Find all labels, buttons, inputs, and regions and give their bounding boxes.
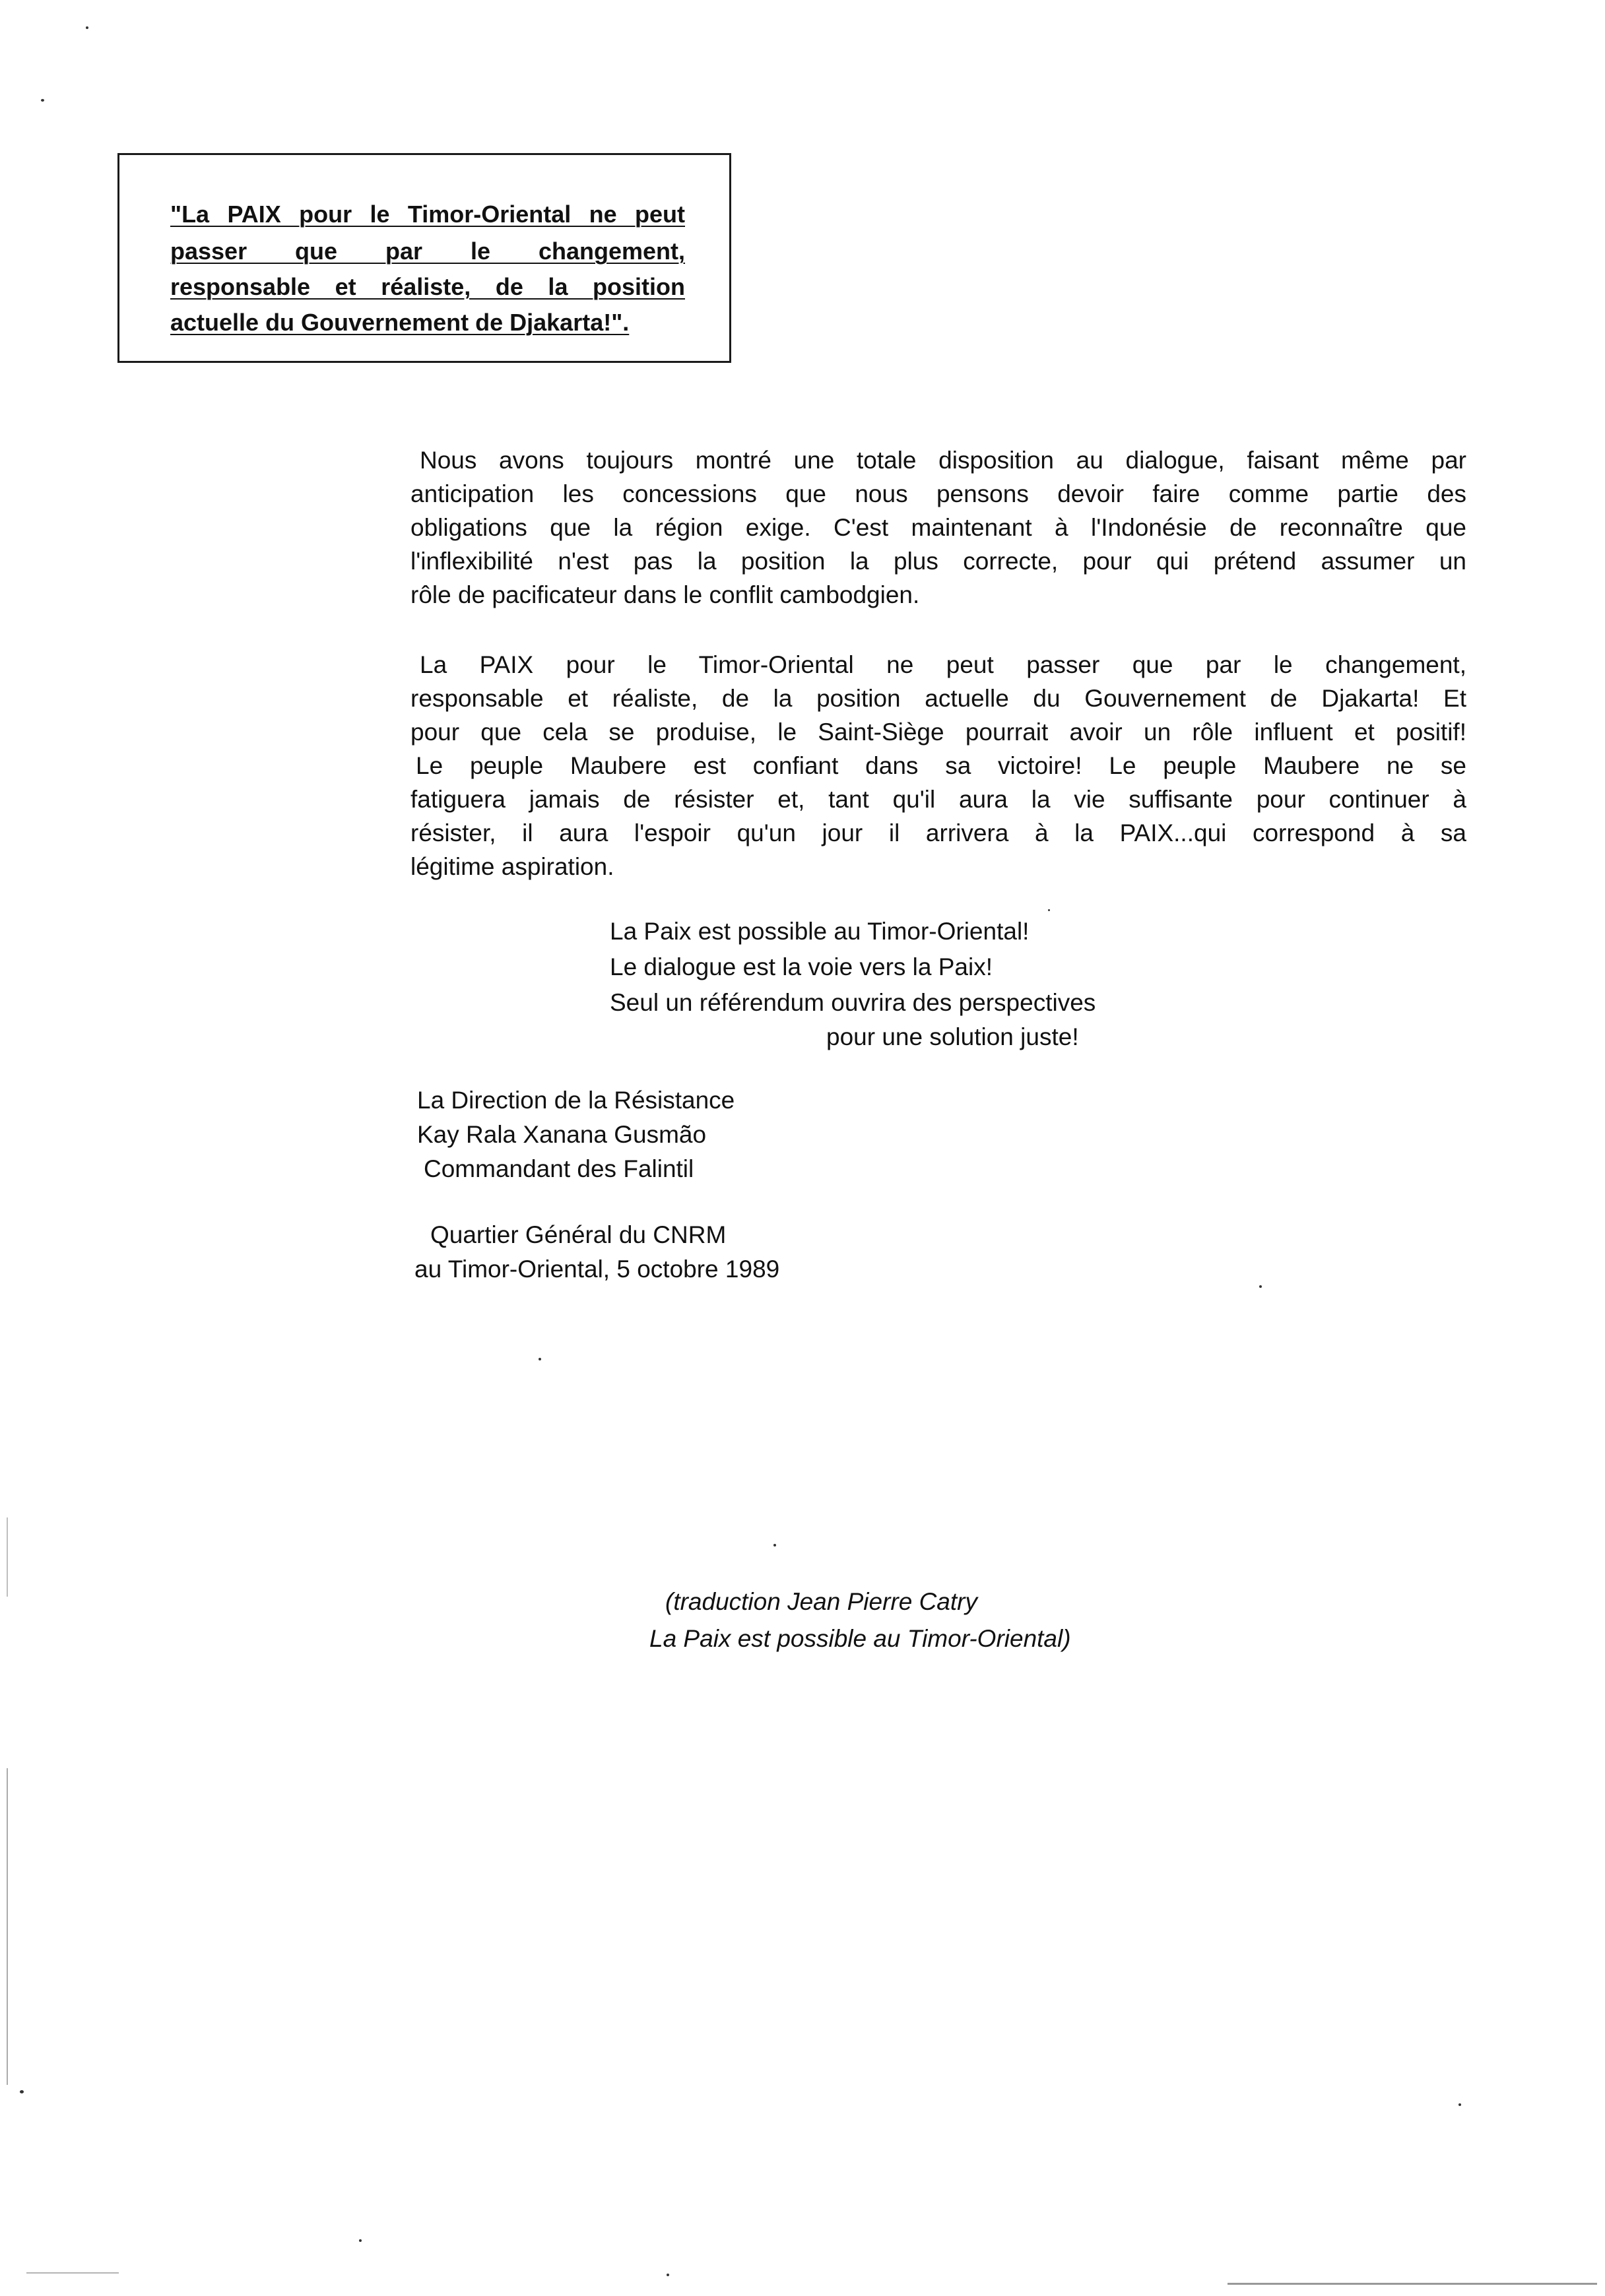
scan-speck: [667, 2274, 669, 2276]
paragraph-1: [410, 443, 1466, 612]
scan-edge-mark: [7, 1517, 8, 1597]
paragraph-1-line: Nous avons toujours montré une totale disposition au dialogue, faisant même par: [420, 447, 1466, 474]
slogan-line-1: La Paix est possible au Timor-Oriental!: [610, 918, 1030, 945]
paragraph-1-line: l'inflexibilité n'est pas la position la plus correcte, pour qui prétend assumer un: [410, 548, 1466, 575]
slogan-line-4: pour une solution juste!: [826, 1023, 1079, 1050]
paragraph-2-line: La PAIX pour le Timor-Oriental ne peut passer que par le changement,: [420, 651, 1466, 678]
paragraph-2-line: Le peuple Maubere est confiant dans sa victoire! Le peuple Maubere ne se: [416, 752, 1466, 779]
signature-line-1: La Direction de la Résistance: [417, 1087, 735, 1114]
scan-edge-mark: [1228, 2283, 1597, 2285]
paragraph-2-line: fatiguera jamais de résister et, tant qu'il aura la vie suffisante pour continuer à: [410, 786, 1466, 813]
slogan-line-2: Le dialogue est la voie vers la Paix!: [610, 953, 993, 980]
date-line: au Timor-Oriental, 5 octobre 1989: [414, 1256, 780, 1283]
place-line: Quartier Général du CNRM: [430, 1221, 727, 1248]
translation-note-line-2: La Paix est possible au Timor-Oriental): [649, 1625, 1071, 1652]
paragraph-2-line: pour que cela se produise, le Saint-Siège pourrait avoir un rôle influent et positif!: [410, 718, 1466, 746]
quote-line-4: actuelle du Gouvernement de Djakarta!".: [170, 309, 630, 336]
paragraph-1-line: anticipation les concessions que nous pensons devoir faire comme partie des: [410, 480, 1466, 507]
quote-line-1: "La PAIX pour le Timor-Oriental ne peut: [170, 201, 685, 228]
scan-edge-mark: [7, 1768, 8, 2085]
paragraph-1-line: rôle de pacificateur dans le conflit cambodgien.: [410, 581, 920, 608]
signature-line-3: Commandant des Falintil: [424, 1155, 694, 1182]
paragraph-2-line: résister, il aura l'espoir qu'un jour il arrivera à la PAIX...qui correspond à sa: [410, 819, 1466, 846]
quote-box: [117, 153, 731, 363]
paragraph-2-line: responsable et réaliste, de la position actuelle du Gouvernement de Djakarta! Et: [410, 685, 1466, 712]
signature-line-2: Kay Rala Xanana Gusmão: [417, 1121, 707, 1148]
paragraph-2: [410, 648, 1466, 883]
slogan-line-3: Seul un référendum ouvrira des perspectives: [610, 989, 1096, 1016]
scan-speck: [1458, 2103, 1461, 2106]
scan-speck: [359, 2239, 362, 2242]
translation-note-line-1: (traduction Jean Pierre Catry: [665, 1588, 977, 1615]
paragraph-2-line: légitime aspiration.: [410, 853, 614, 880]
quote-line-2: passer que par le changement,: [170, 238, 685, 265]
scan-speck: [41, 99, 44, 102]
quote-line-3: responsable et réaliste, de la position: [170, 273, 685, 300]
scan-speck: [539, 1358, 541, 1360]
scan-speck: [773, 1544, 776, 1547]
scan-speck: [1048, 909, 1050, 911]
paragraph-1-line: obligations que la région exige. C'est maintenant à l'Indonésie de reconnaître que: [410, 514, 1466, 541]
scan-speck: [86, 26, 88, 29]
scan-edge-mark: [26, 2272, 119, 2274]
scan-speck: [20, 2090, 24, 2093]
scan-speck: [1259, 1285, 1262, 1288]
